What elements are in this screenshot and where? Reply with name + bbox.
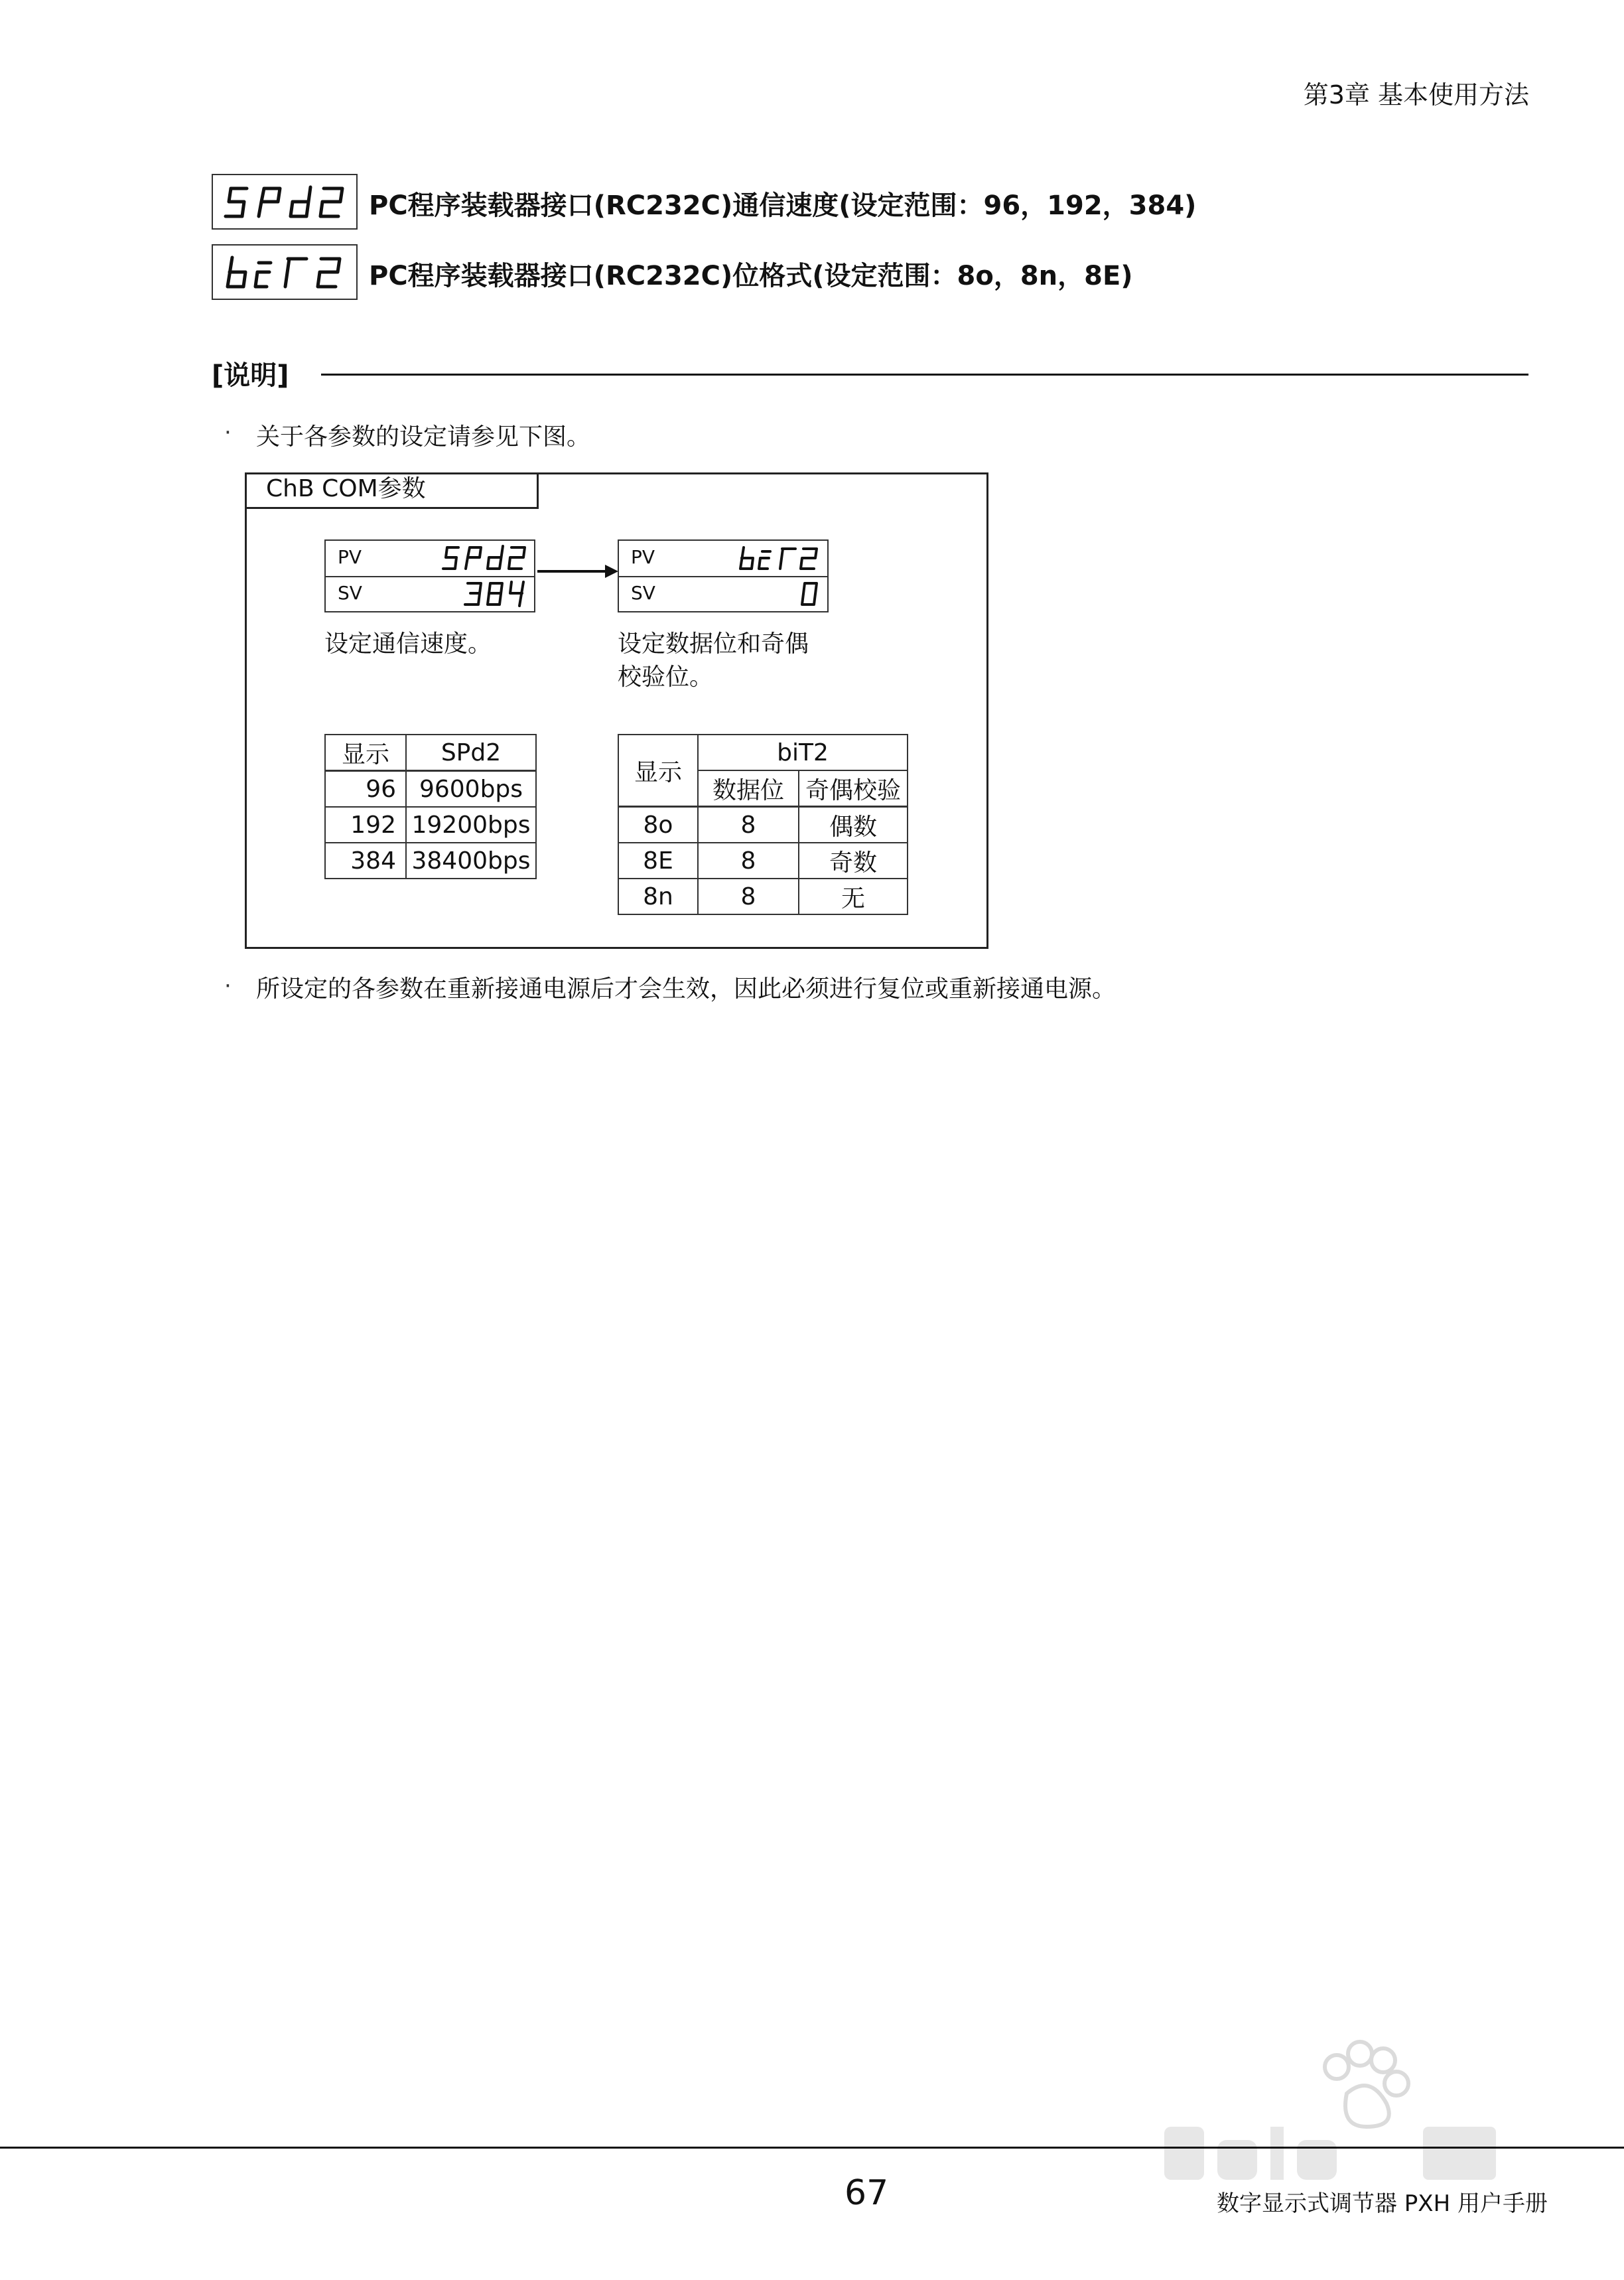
- table-cell: 8E: [618, 843, 698, 879]
- table-cell: 8: [698, 807, 799, 843]
- table-cell: 192: [325, 807, 406, 843]
- table-cell: 96: [325, 771, 406, 808]
- table-header-spd2: SPd2: [406, 735, 536, 771]
- seg-spd2-icon: [222, 182, 348, 222]
- table-cell: 19200bps: [406, 807, 536, 843]
- bullet-mark: ·: [224, 419, 232, 446]
- table-row: [325, 807, 536, 843]
- table-header-bit2: biT2: [698, 735, 908, 770]
- table-row: [618, 879, 908, 914]
- caption-bit-line1: 设定数据位和奇偶: [618, 630, 809, 658]
- table-cell: 8: [698, 843, 799, 879]
- caption-bit-line2: 校验位。: [618, 664, 714, 691]
- table-cell: 无: [799, 879, 908, 914]
- seg-spd2-icon: [441, 543, 527, 573]
- page-number: 67: [845, 2173, 889, 2213]
- sv-label: SV: [631, 582, 655, 604]
- table-header-parity: 奇偶校验: [799, 770, 908, 807]
- figure-title: ChB COM参数: [245, 472, 539, 509]
- table-cell: 384: [325, 843, 406, 879]
- table-header-data-bits: 数据位: [698, 770, 799, 807]
- display-panel-spd2: [324, 539, 535, 612]
- section-divider: [321, 374, 1528, 376]
- display-panel-bit2: [618, 539, 829, 612]
- spd2-code-box: [212, 174, 358, 230]
- seg-bit2-icon: [222, 252, 348, 292]
- spd2-table: [324, 734, 537, 879]
- bullet-text-1: 关于各参数的设定请参见下图。: [256, 423, 591, 451]
- bullet-mark: ·: [224, 973, 232, 999]
- table-cell: 38400bps: [406, 843, 536, 879]
- chapter-header: 第3章 基本使用方法: [1303, 80, 1529, 109]
- footer-divider: [0, 2147, 1624, 2149]
- table-cell: 9600bps: [406, 771, 536, 808]
- table-cell: 8: [698, 879, 799, 914]
- param-bit2-description: PC程序装载器接口(RC232C)位格式(设定范围：8o，8n，8E): [369, 261, 1133, 291]
- table-row: [618, 843, 908, 879]
- bit2-code-box: [212, 244, 358, 300]
- arrow-right-icon: [537, 561, 620, 581]
- pv-label: PV: [338, 546, 362, 568]
- table-row: [618, 807, 908, 843]
- caption-speed: 设定通信速度。: [324, 630, 492, 658]
- table-row: [325, 843, 536, 879]
- seg-bit2-icon: [736, 543, 821, 573]
- table-header-display: 显示: [325, 735, 406, 771]
- table-cell: 偶数: [799, 807, 908, 843]
- param-spd2-description: PC程序装载器接口(RC232C)通信速度(设定范围：96，192，384): [369, 190, 1197, 221]
- table-header-row: [618, 735, 908, 770]
- table-cell: 8n: [618, 879, 698, 914]
- table-header-display: 显示: [618, 735, 698, 807]
- table-cell: 奇数: [799, 843, 908, 879]
- seg-384-icon: [464, 579, 527, 608]
- section-heading: [说明]: [212, 360, 289, 391]
- table-header-row: [325, 735, 536, 771]
- table-row: [325, 771, 536, 808]
- bit2-table: [618, 734, 908, 915]
- footer-title: 数字显示式调节器 PXH 用户手册: [1217, 2190, 1548, 2217]
- bullet-text-2: 所设定的各参数在重新接通电源后才会生效，因此必须进行复位或重新接通电源。: [256, 975, 1116, 1003]
- pv-label: PV: [631, 546, 655, 568]
- table-cell: 8o: [618, 807, 698, 843]
- sv-label: SV: [338, 582, 362, 604]
- seg-0-icon: [798, 579, 821, 608]
